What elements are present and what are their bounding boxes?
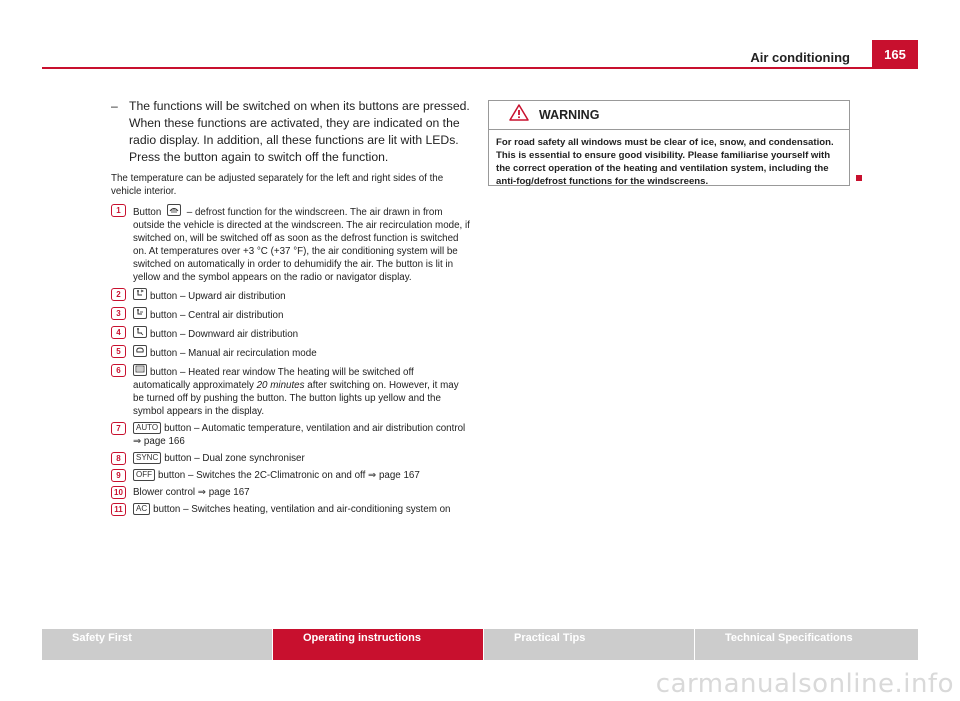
- list-item: [111, 503, 471, 516]
- item-number: 5: [111, 345, 126, 358]
- list-item: [111, 307, 471, 322]
- list-item: [111, 422, 471, 448]
- item-number: 3: [111, 307, 126, 320]
- item-text-emphasis: 20 minutes: [256, 380, 305, 391]
- chapter-title: Air conditioning: [750, 50, 850, 65]
- item-text: button – Automatic temperature, ventilation and air distribution control ⇒ page 166: [133, 423, 466, 447]
- warning-title: WARNING: [539, 108, 600, 122]
- item-text: Blower control ⇒ page 167: [133, 487, 250, 498]
- item-number: 11: [111, 503, 126, 516]
- tab-practical-tips[interactable]: Practical Tips: [484, 629, 694, 660]
- item-text: button – Dual zone synchroniser: [164, 453, 305, 464]
- header-rule: [42, 67, 918, 69]
- item-text: button – Downward air distribution: [150, 329, 299, 340]
- button-list: [111, 204, 471, 516]
- item-number: 9: [111, 469, 126, 482]
- page-number: 165: [872, 40, 918, 68]
- recirculation-icon: [133, 345, 147, 357]
- item-number: 7: [111, 422, 126, 435]
- item-text: button – Switches the 2C-Climatronic on and off ⇒ page 167: [158, 470, 420, 481]
- intro-bullet: [111, 98, 471, 166]
- item-number: 4: [111, 326, 126, 339]
- list-item: [111, 345, 471, 360]
- watermark: carmanualsonline.info: [655, 669, 954, 699]
- list-item: [111, 364, 471, 418]
- item-number: 1: [111, 204, 126, 217]
- bullet-dash: –: [111, 99, 118, 113]
- intro-text: The functions will be switched on when its buttons are pressed. When these functions are activated, they are indicated on the radio display. In addition, all these functions are lit with LEDs. Press the button again to switch off the function.: [129, 99, 470, 164]
- warning-text: For road safety all windows must be clear of ice, snow, and condensation. This is essential to ensure good visibility. Please familiarise yourself with the correct operation of the heating and ventilation system, including the anti-fog/defrost functions for the windscreens.: [496, 137, 834, 187]
- defrost-icon: [167, 204, 181, 216]
- footer-nav: [42, 629, 918, 660]
- list-item: [111, 288, 471, 303]
- tab-technical-specifications[interactable]: Technical Specifications: [695, 629, 918, 660]
- rear-window-heat-icon: [133, 364, 147, 376]
- left-column: [111, 98, 471, 520]
- list-item: [111, 326, 471, 341]
- warning-triangle-icon: [509, 104, 529, 126]
- item-text-pre: Button: [133, 207, 162, 218]
- item-number: 6: [111, 364, 126, 377]
- list-item: [111, 204, 471, 284]
- item-number: 2: [111, 288, 126, 301]
- item-text: button – Central air distribution: [150, 310, 284, 321]
- ac-button-label: AC: [133, 503, 150, 515]
- section-end-marker: [856, 175, 862, 181]
- temperature-paragraph: The temperature can be adjusted separately for the left and right sides of the vehicle interior.: [111, 173, 444, 197]
- warning-header: [489, 101, 849, 130]
- item-text-tail: after switching on. However, it may be turned off by pushing the button. The button lights up yellow and the symbol appears in the display.: [133, 380, 459, 417]
- list-item: [111, 469, 471, 482]
- item-text: button – Manual air recirculation mode: [150, 348, 317, 359]
- item-number: 10: [111, 486, 126, 499]
- tab-safety-first[interactable]: Safety First: [42, 629, 272, 660]
- list-item: [111, 452, 471, 465]
- sync-button-label: SYNC: [133, 452, 161, 464]
- downward-air-icon: [133, 326, 147, 338]
- warning-box: [488, 100, 850, 186]
- auto-button-label: AUTO: [133, 422, 161, 434]
- item-text: button – Upward air distribution: [150, 291, 286, 302]
- list-item: [111, 486, 471, 499]
- off-button-label: OFF: [133, 469, 155, 481]
- central-air-icon: [133, 307, 147, 319]
- item-number: 8: [111, 452, 126, 465]
- upward-air-icon: [133, 288, 147, 300]
- item-text: button – Switches heating, ventilation and air-conditioning system on: [153, 504, 451, 515]
- item-text: – defrost function for the windscreen. The air drawn in from outside the vehicle is directed at the windscreen. The air recirculation mode, if switched on, will be switched off as soon as the defrost function is switched on. At temperatures over +3 °C (+37 °F), the air conditioning system will be switched on automatically in order to dehumidify the air. The button is lit in yellow and the symbol appears on the radio or navigator display.: [133, 207, 470, 283]
- item-text: button – Heated rear window The heating will be switched off automatically approximately: [133, 367, 414, 391]
- tab-operating-instructions[interactable]: Operating instructions: [273, 629, 483, 660]
